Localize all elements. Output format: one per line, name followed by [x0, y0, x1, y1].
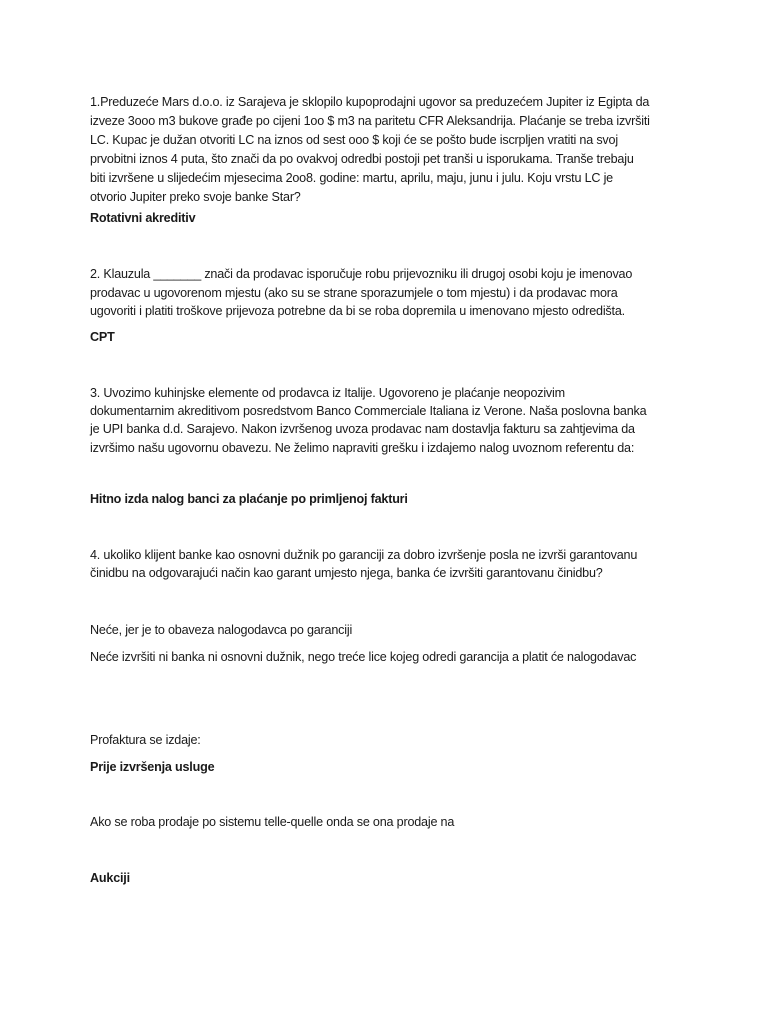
question-2-line-3: ugovoriti i platiti troškove prijevoza potrebne da bi se roba dopremila u imenovano mjesto odredišta. — [90, 304, 625, 318]
question-3-line-1: 3. Uvozimo kuhinjske elemente od prodavca iz Italije. Ugovoreno je plaćanje neopozivim — [90, 386, 565, 400]
question-4-line-2: činidbu na odgovarajući način kao garant umjesto njega, banka će izvršiti garantovanu činidbu? — [90, 566, 603, 580]
question-4-line-1: 4. ukoliko klijent banke kao osnovni dužnik po garanciji za dobro izvršenje posla ne izvrši garantovanu — [90, 548, 638, 562]
question-1-line-4: prvobitni iznos 4 puta, što znači da po ovakvoj odredbi postoji pet tranši u isporukama. Tranše trebaju — [90, 152, 634, 166]
question-1-line-1: 1.Preduzeće Mars d.o.o. iz Sarajeva je sklopilo kupoprodajni ugovor sa preduzećem Jupiter iz Egipta da — [90, 95, 650, 109]
question-6: Ako se roba prodaje po sistemu telle-quelle onda se ona prodaje na — [90, 815, 455, 829]
question-2-line-2: prodavac u ugovorenom mjestu (ako su se strane sporazumjele o tom mjestu) i da prodavac mora — [90, 286, 618, 300]
question-1-line-3: LC. Kupac je dužan otvoriti LC na iznos od sest ooo $ koji će se pošto bude iscrpljen vratiti na svoj — [90, 133, 618, 147]
answer-3: Hitno izda nalog banci za plaćanje po primljenoj fakturi — [90, 492, 408, 506]
question-1-line-6: otvorio Jupiter preko svoje banke Star? — [90, 190, 301, 204]
answer-5: Prije izvršenja usluge — [90, 760, 215, 774]
answer-4-option-2: Neće izvršiti ni banka ni osnovni dužnik, nego treće lice kojeg odredi garancija a platit će nalogodavac — [90, 650, 637, 664]
question-5: Profaktura se izdaje: — [90, 733, 201, 747]
question-3-line-3: je UPI banka d.d. Sarajevo. Nakon izvršenog uvoza prodavac nam dostavlja fakturu sa zahtjevima da — [90, 422, 635, 436]
question-2-line-1: 2. Klauzula _______ znači da prodavac isporučuje robu prijevozniku ili drugoj osobi koju je imenovao — [90, 267, 633, 281]
question-1-line-5: biti izvršene u slijedećim mjesecima 2oo8. godine: martu, aprilu, maju, junu i julu. Koju vrstu LC je — [90, 171, 613, 185]
answer-6: Aukciji — [90, 871, 130, 885]
answer-1: Rotativni akreditiv — [90, 211, 196, 225]
question-1-line-2: izveze 3ooo m3 bukove građe po cijeni 1oo $ m3 na paritetu CFR Aleksandrija. Plaćanje se treba izvršiti — [90, 114, 650, 128]
answer-2: CPT — [90, 330, 115, 344]
question-3-line-4: izvršimo našu ugovornu obavezu. Ne želimo napraviti grešku i izdajemo nalog uvoznom referentu da: — [90, 441, 635, 455]
question-3-line-2: dokumentarnim akreditivom posredstvom Banco Commerciale Italiana iz Verone. Naša poslovna banka — [90, 404, 647, 418]
answer-4-option-1: Neće, jer je to obaveza nalogodavca po garanciji — [90, 623, 353, 637]
